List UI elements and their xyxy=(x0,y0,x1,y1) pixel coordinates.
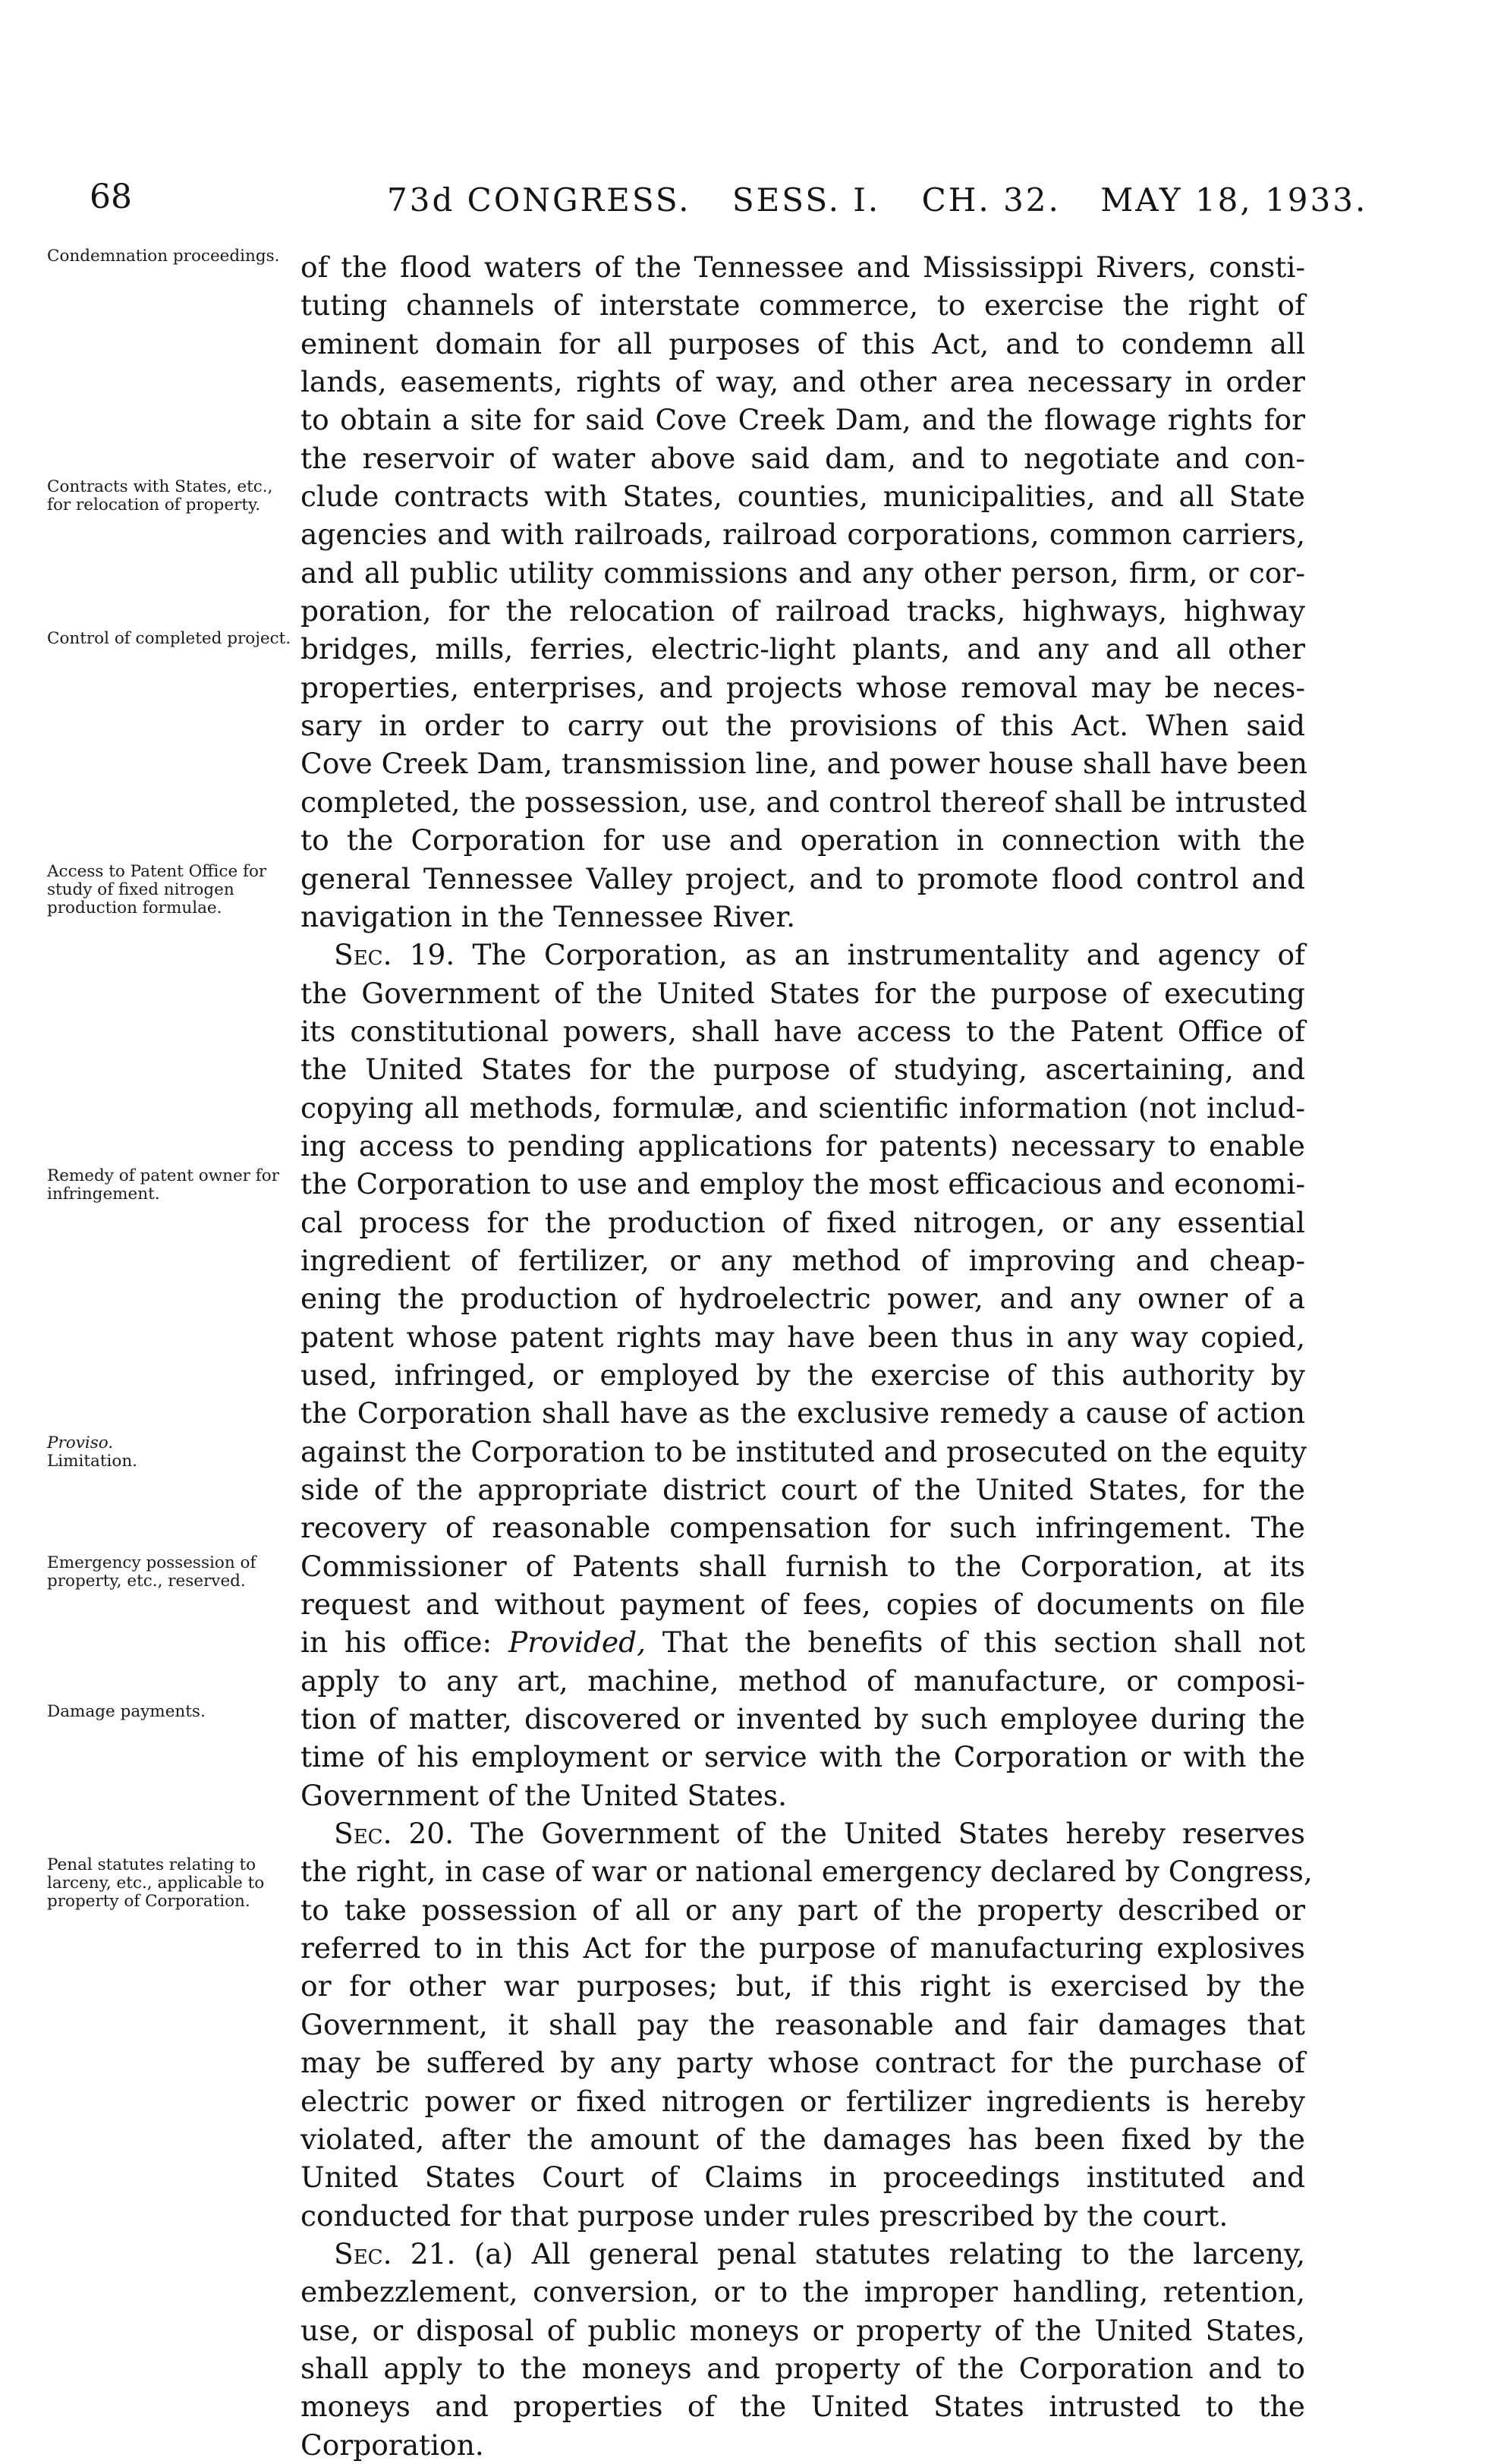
body-line: bridges, mills, ferries, electric-light plants, and any and all other xyxy=(300,632,1305,666)
section-20-text: The Government of the United States hereby reserves xyxy=(470,1817,1305,1851)
margin-note-penal: Penal statutes relating to larceny, etc., applicable to property of Corporation. xyxy=(47,1855,265,1911)
section-20-label: Sec. 20. xyxy=(334,1817,455,1851)
body-line: tion of matter, discovered or invented by such employee during the xyxy=(300,1702,1305,1736)
section-19-text: The Corporation, as an instrumentality and agency of xyxy=(472,938,1305,972)
body-line: or for other war purposes; but, if this right is exercised by the xyxy=(300,1969,1305,2003)
body-line: time of his employment or service with the Corporation or with the xyxy=(300,1740,1305,1774)
proviso-text: That the benefits of this section shall not xyxy=(662,1625,1306,1660)
margin-note-damage: Damage payments. xyxy=(47,1702,206,1721)
body-line: sary in order to carry out the provisions of this Act. When said xyxy=(300,709,1305,743)
body-line: Government, it shall pay the reasonable and fair damages that xyxy=(300,2007,1305,2041)
body-line: Cove Creek Dam, transmission line, and power house shall have been xyxy=(300,747,1308,781)
body-line: agencies and with railroads, railroad corporations, common carriers, xyxy=(300,518,1305,552)
body-line: request and without payment of fees, copies of documents on file xyxy=(300,1588,1305,1622)
section-21-first-line xyxy=(300,2235,1305,2273)
body-line: completed, the possession, use, and control thereof shall be intrusted xyxy=(300,785,1307,819)
proviso-intro: in his office: xyxy=(300,1625,492,1660)
margin-note-limitation: Limitation. xyxy=(47,1452,138,1471)
body-line: conducted for that purpose under rules prescribed by the court. xyxy=(300,2198,1229,2233)
margin-note-condemnation: Condemnation proceedings. xyxy=(47,247,280,266)
body-text xyxy=(300,248,1313,2464)
body-line: may be suffered by any party whose contract for the purchase of xyxy=(300,2046,1305,2080)
margin-note-control: Control of completed project. xyxy=(47,629,291,648)
body-line: Government of the United States. xyxy=(300,1778,788,1812)
body-line: Corporation. xyxy=(300,2428,484,2462)
running-head-congress: 73d CONGRESS. xyxy=(387,181,691,219)
section-21-text: (a) All general penal statutes relating to the larceny, xyxy=(474,2236,1305,2270)
margin-note-proviso: Proviso. xyxy=(47,1433,114,1452)
body-line: recovery of reasonable compensation for such infringement. The xyxy=(300,1511,1305,1545)
body-line: ingredient of fertilizer, or any method of improving and cheap- xyxy=(300,1243,1305,1277)
body-line: referred to in this Act for the purpose of manufacturing explosives xyxy=(300,1931,1305,1965)
body-line: general Tennessee Valley project, and to promote flood control and xyxy=(300,861,1305,895)
section-19-label: Sec. 19. xyxy=(334,938,455,972)
body-line: of the flood waters of the Tennessee and Mississippi Rivers, consti- xyxy=(300,250,1305,284)
body-line: tuting channels of interstate commerce, to exercise the right of xyxy=(300,288,1305,323)
body-line: United States Court of Claims in proceedings instituted and xyxy=(300,2160,1305,2195)
body-line: use, or disposal of public moneys or property of the United States, xyxy=(300,2313,1305,2347)
body-line: its constitutional powers, shall have access to the Patent Office of xyxy=(300,1014,1305,1048)
body-line: apply to any art, machine, method of manufacture, or composi- xyxy=(300,1663,1305,1698)
proviso-line xyxy=(300,1623,1305,1661)
body-line: shall apply to the moneys and property of the Corporation and to xyxy=(300,2351,1305,2385)
section-20-first-line xyxy=(300,1814,1305,1852)
body-line: used, infringed, or employed by the exercise of this authority by xyxy=(300,1358,1305,1392)
body-line: patent whose patent rights may have been thus in any way copied, xyxy=(300,1320,1305,1354)
body-line: the Government of the United States for the purpose of executing xyxy=(300,976,1305,1010)
body-line: lands, easements, rights of way, and other area necessary in order xyxy=(300,365,1305,399)
body-line: eminent domain for all purposes of this Act, and to condemn all xyxy=(300,326,1305,360)
body-line: navigation in the Tennessee River. xyxy=(300,899,796,933)
body-line: Commissioner of Patents shall furnish to the Corporation, at its xyxy=(300,1549,1305,1583)
page-number: 68 xyxy=(90,178,132,216)
body-line: ing access to pending applications for patents) necessary to enable xyxy=(300,1128,1305,1163)
body-line: the Corporation to use and employ the most efficacious and economi- xyxy=(300,1167,1305,1201)
body-line: copying all methods, formulæ, and scientific information (not includ- xyxy=(300,1090,1305,1125)
margin-note-emergency: Emergency possession of property, etc., reserved. xyxy=(47,1553,256,1591)
running-head xyxy=(387,181,1368,220)
running-head-chapter: CH. 32. xyxy=(921,181,1061,219)
body-line: clude contracts with States, counties, municipalities, and all State xyxy=(300,480,1305,514)
section-19-first-line xyxy=(300,936,1305,974)
body-line: side of the appropriate district court of the United States, for the xyxy=(300,1473,1305,1506)
margin-note-contracts: Contracts with States, etc., for relocation of property. xyxy=(47,477,273,515)
body-line: the United States for the purpose of studying, ascertaining, and xyxy=(300,1053,1305,1087)
margin-note-access: Access to Patent Office for study of fixed nitrogen production formulae. xyxy=(47,862,267,917)
provided-word: Provided, xyxy=(508,1625,647,1660)
section-21-label: Sec. 21. xyxy=(334,2236,456,2270)
running-head-session: SESS. I. xyxy=(731,181,881,219)
body-line: against the Corporation to be instituted and prosecuted on the equity xyxy=(300,1434,1307,1468)
body-line: and all public utility commissions and any other person, firm, or cor- xyxy=(300,555,1305,590)
body-line: to take possession of all or any part of the property described or xyxy=(300,1893,1305,1927)
body-line: the Corporation shall have as the exclusive remedy a cause of action xyxy=(300,1396,1305,1430)
body-line: the reservoir of water above said dam, and to negotiate and con- xyxy=(300,441,1305,475)
body-line: the right, in case of war or national emergency declared by Congress, xyxy=(300,1855,1313,1889)
body-line: cal process for the production of fixed nitrogen, or any essential xyxy=(300,1205,1305,1239)
body-line: violated, after the amount of the damages has been fixed by the xyxy=(300,2122,1305,2156)
running-head-date: MAY 18, 1933. xyxy=(1100,181,1368,219)
body-line: ening the production of hydroelectric power, and any owner of a xyxy=(300,1282,1305,1316)
body-line: moneys and properties of the United States intrusted to the xyxy=(300,2390,1305,2424)
margin-note-remedy: Remedy of patent owner for infringement. xyxy=(47,1166,279,1204)
body-line: embezzlement, conversion, or to the improper handling, retention, xyxy=(300,2275,1305,2309)
body-line: poration, for the relocation of railroad tracks, highways, highway xyxy=(300,594,1305,628)
body-line: properties, enterprises, and projects whose removal may be neces- xyxy=(300,670,1305,704)
body-line: to obtain a site for said Cove Creek Dam, and the flowage rights for xyxy=(300,403,1305,437)
body-line: electric power or fixed nitrogen or fertilizer ingredients is hereby xyxy=(300,2084,1305,2118)
body-line: to the Corporation for use and operation in connection with the xyxy=(300,823,1305,858)
